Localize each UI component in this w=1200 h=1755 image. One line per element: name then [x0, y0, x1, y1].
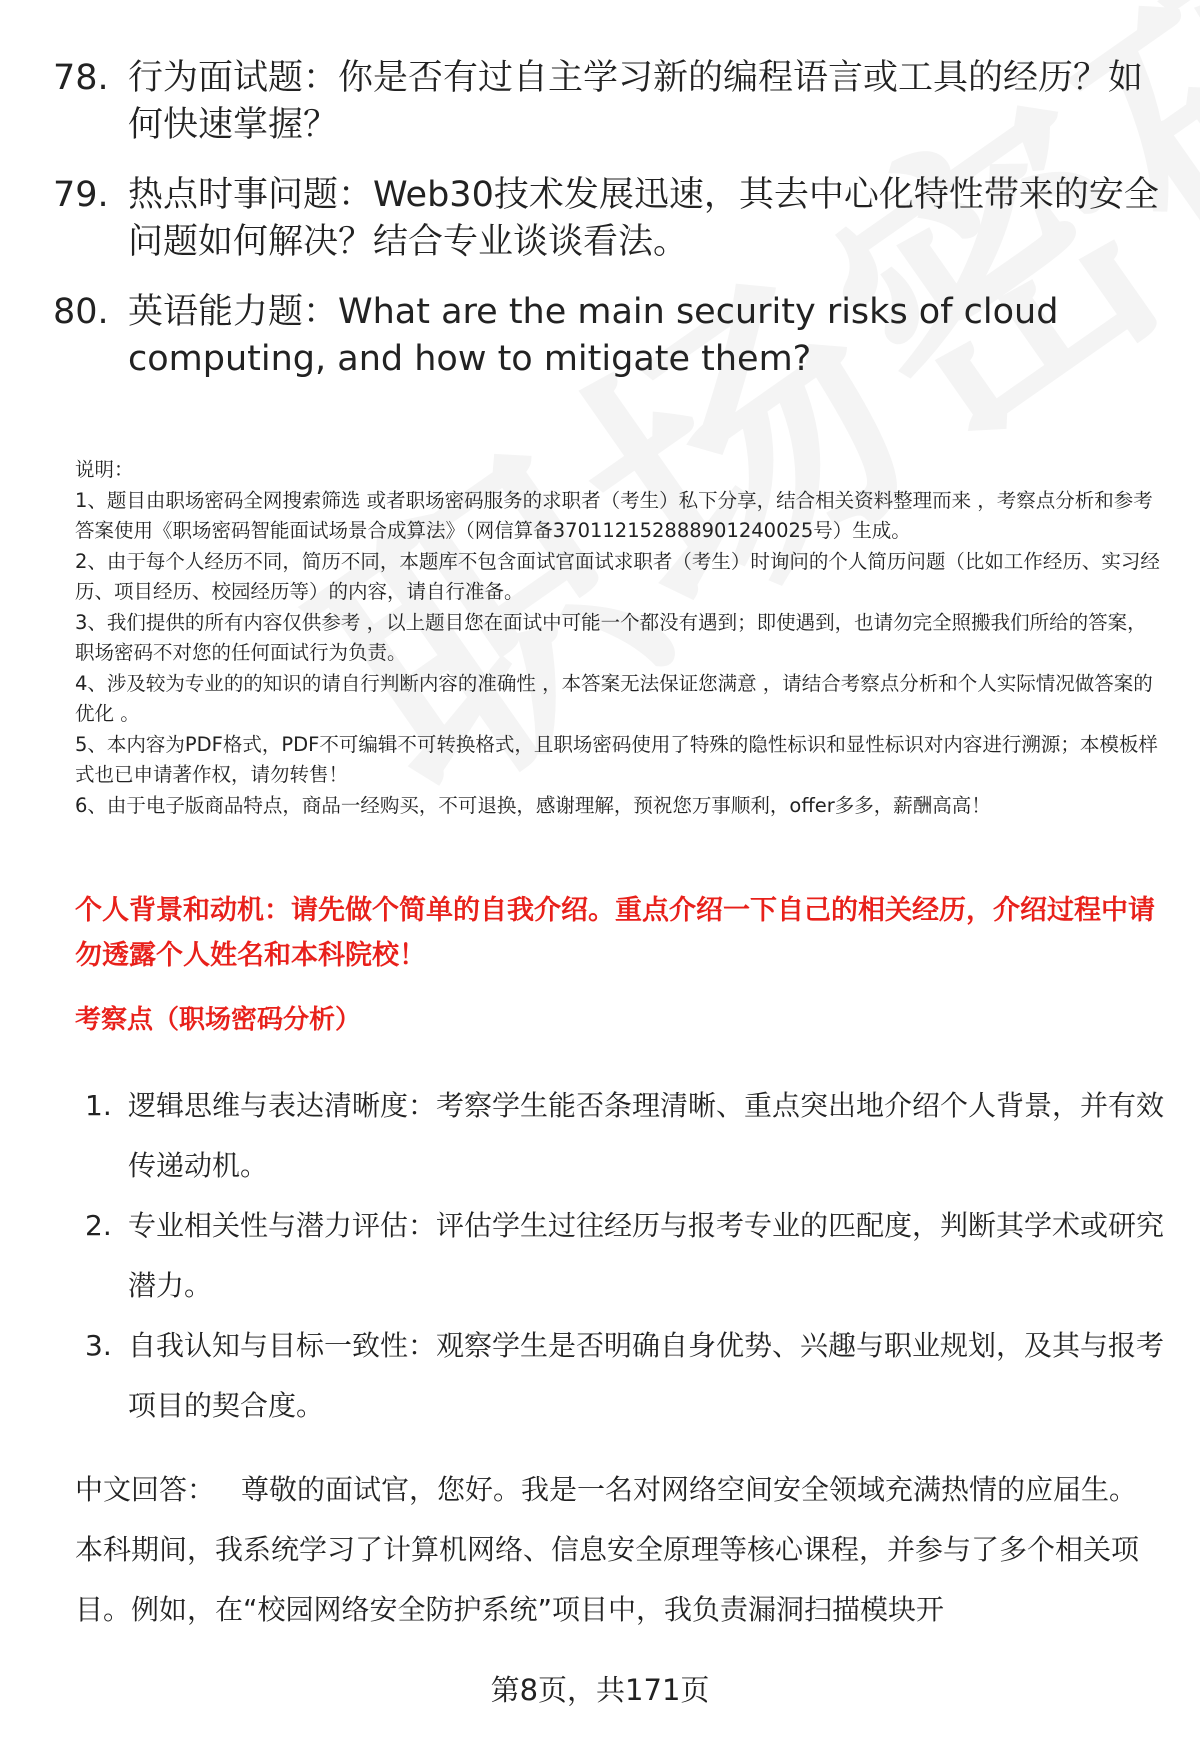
notes-section: [75, 455, 1160, 821]
page-footer: 第8页，共171页: [490, 1673, 710, 1707]
analysis-title: 考察点（职场密码分析）: [75, 1005, 362, 1035]
question-text: 行为面试题：你是否有过自主学习新的编程语言或工具的经历？如何快速掌握？: [128, 58, 1144, 145]
question-text: 热点时事问题：Web30技术发展迅速，其去中心化特性带来的安全问题如何解决？结合专业谈谈看法。: [128, 175, 1159, 262]
note-item: 5、本内容为PDF格式，PDF不可编辑不可转换格式，且职场密码使用了特殊的隐性标识和显性标识对内容进行溯源；本模板样式也已申请著作权，请勿转售！: [75, 732, 1158, 786]
question-80: [53, 289, 1163, 383]
note-item: 6、由于电子版商品特点，商品一经购买，不可退换，感谢理解，预祝您万事顺利，offer多多，薪酬高高！: [75, 793, 991, 817]
point-text: 逻辑思维与表达清晰度：考察学生能否条理清晰、重点突出地介绍个人背景，并有效传递动机。: [128, 1089, 1165, 1182]
note-item: 3、我们提供的所有内容仅供参考 ，以上题目您在面试中可能一个都没有遇到；即使遇到，也请勿完全照搬我们所给的答案，职场密码不对您的任何面试行为负责。: [75, 610, 1147, 664]
point-number: 1.: [85, 1089, 112, 1122]
question-number: 79.: [53, 175, 109, 215]
analysis-points: [85, 1076, 1165, 1436]
note-item: 2、由于每个人经历不同，简历不同，本题库不包含面试官面试求职者（考生）时询问的个人简历问题（比如工作经历、实习经历、项目经历、校园经历等）的内容，请自行准备。: [75, 549, 1160, 603]
answer-text: 尊敬的面试官，您好。我是一名对网络空间安全领域充满热情的应届生。本科期间，我系统学习了计算机网络、信息安全原理等核心课程，并参与了多个相关项目。例如，在“校园网络安全防护系统”项目中，我负责漏洞扫描模块开: [75, 1473, 1140, 1626]
question-78: [53, 55, 1163, 149]
question-number: 78.: [53, 58, 109, 98]
question-79: [53, 172, 1163, 266]
analysis-point: [85, 1076, 1165, 1196]
point-text: 专业相关性与潜力评估：评估学生过往经历与报考专业的匹配度，判断其学术或研究潜力。: [128, 1209, 1165, 1302]
interview-prompt: 个人背景和动机：请先做个简单的自我介绍。重点介绍一下自己的相关经历，介绍过程中请勿透露个人姓名和本科院校！: [75, 895, 1155, 971]
answer-label: 中文回答：: [75, 1473, 216, 1506]
question-number: 80.: [53, 292, 109, 332]
analysis-point: [85, 1196, 1165, 1316]
point-number: 2.: [85, 1209, 112, 1242]
analysis-point: [85, 1316, 1165, 1436]
note-item: 4、涉及较为专业的的知识的请自行判断内容的准确性 ，本答案无法保证您满意 ，请结合考察点分析和个人实际情况做答案的优化 。: [75, 671, 1153, 725]
note-item: 1、题目由职场密码全网搜索筛选 或者职场密码服务的求职者（考生）私下分享，结合相关资料整理而来 ，考察点分析和参考答案使用《职场密码智能面试场景合成算法》（网信算备370112152888901240025号）生成。: [75, 488, 1153, 542]
notes-title: 说明：: [75, 458, 134, 481]
point-number: 3.: [85, 1329, 112, 1362]
point-text: 自我认知与目标一致性：观察学生是否明确自身优势、兴趣与职业规划，及其与报考项目的契合度。: [128, 1329, 1165, 1422]
question-text: 英语能力题：What are the main security risks of cloud computing, and how to mitigate them?: [128, 292, 1059, 379]
answer-section: [75, 1460, 1160, 1640]
